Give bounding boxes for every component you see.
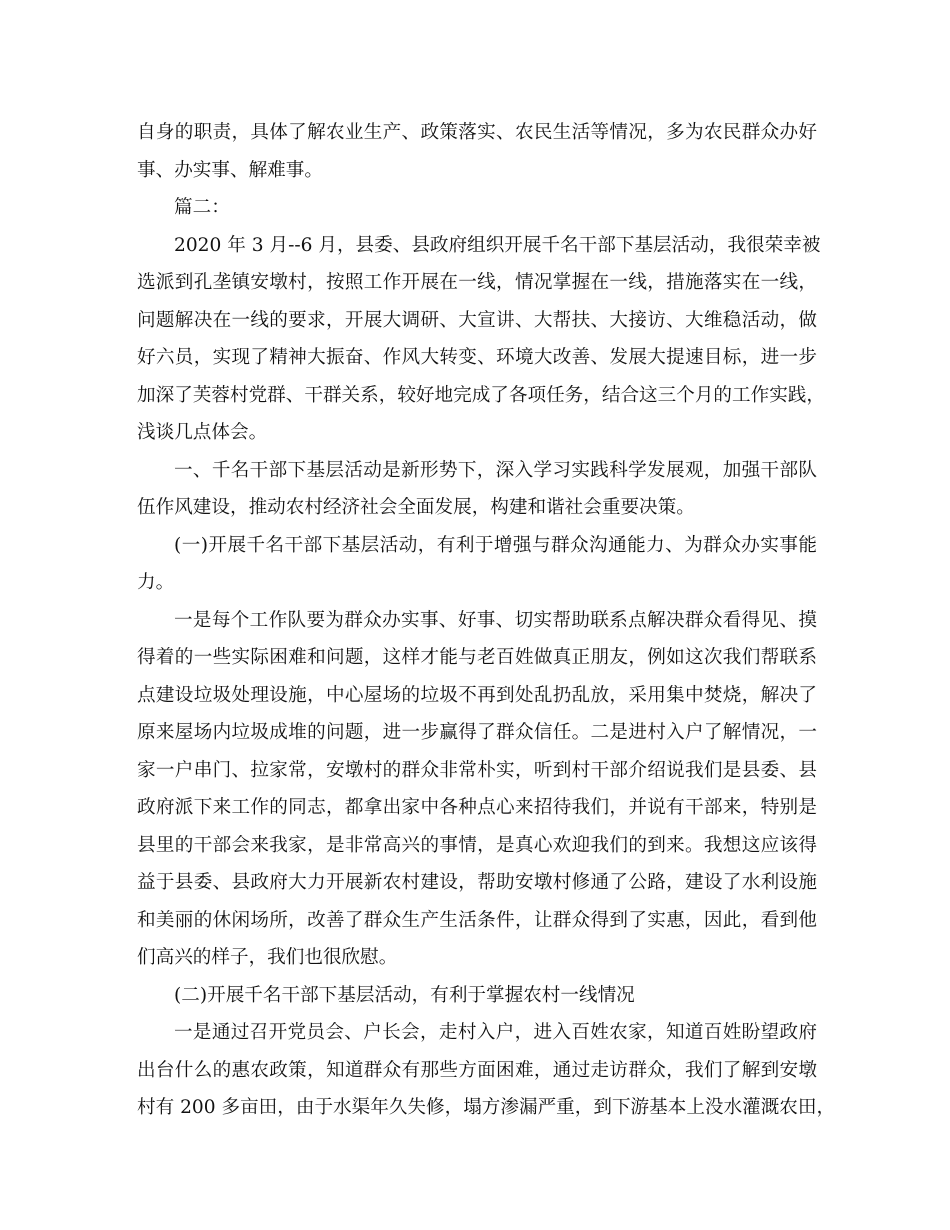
text-line: 县里的干部会来我家，是非常高兴的事情，是真心欢迎我们的到来。我想这应该得 — [137, 834, 817, 856]
text-line: 自身的职责，具体了解农业生产、政策落实、农民生活等情况，多为农民群众办好 — [137, 122, 817, 143]
text-line: 益于县委、县政府大力开展新农村建设，帮助安墩村修通了公路，建设了水利设施 — [137, 872, 817, 893]
text-line: 点建设垃圾处理设施，中心屋场的垃圾不再到处乱扔乱放，采用集中焚烧，解决了 — [137, 684, 817, 706]
text-line: 政府派下来工作的同志，都拿出家中各种点心来招待我们，并说有干部来，特别是 — [137, 797, 817, 818]
text-line: 伍作风建设，推动农村经济社会全面发展，构建和谐社会重要决策。 — [137, 497, 695, 518]
text-line: 们高兴的样子，我们也很欣慰。 — [137, 947, 398, 968]
text-line: 一、千名干部下基层活动是新形势下，深入学习实践科学发展观，加强干部队 — [174, 459, 817, 481]
text-line: 浅谈几点体会。 — [137, 422, 268, 443]
section-heading: 篇二： — [174, 197, 230, 218]
text-line: 好六员，实现了精神大振奋、作风大转变、环境大改善、发展大提速目标，进一步 — [137, 347, 817, 368]
text-line: 问题解决在一线的要求，开展大调研、大宣讲、大帮扶、大接访、大维稳活动，做 — [137, 309, 817, 331]
text-line: 原来屋场内垃圾成堆的问题，进一步赢得了群众信任。二是进村入户了解情况，一 — [137, 722, 817, 743]
text-line: (一)开展千名干部下基层活动，有利于增强与群众沟通能力、为群众办实事能 — [174, 534, 817, 556]
text-line: 2020 年 3 月--6 月，县委、县政府组织开展千名干部下基层活动，我很荣幸被 — [174, 234, 821, 256]
text-line: 家一户串门、拉家常，安墩村的群众非常朴实，听到村干部介绍说我们是县委、县 — [137, 759, 817, 781]
text-line: 村有 200 多亩田，由于水渠年久失修，塌方渗漏严重，到下游基本上没水灌溉农田， — [137, 1097, 836, 1118]
text-line: 一是通过召开党员会、户长会，走村入户，进入百姓农家，知道百姓盼望政府 — [174, 1022, 817, 1043]
text-line: 得着的一些实际困难和问题，这样才能与老百姓做真正朋友，例如这次我们帮联系 — [137, 647, 817, 668]
text-line: 选派到孔垄镇安墩村，按照工作开展在一线，情况掌握在一线，措施落实在一线， — [137, 272, 817, 293]
text-line: 和美丽的休闲场所，改善了群众生产生活条件，让群众得到了实惠，因此，看到他 — [137, 909, 817, 931]
text-line: 出台什么的惠农政策，知道群众有那些方面困难，通过走访群众，我们了解到安墩 — [137, 1059, 817, 1081]
text-line: 事、办实事、解难事。 — [137, 159, 323, 181]
text-line: 一是每个工作队要为群众办实事、好事、切实帮助联系点解决群众看得见、摸 — [174, 609, 817, 631]
text-line: 加深了芙蓉村党群、干群关系，较好地完成了各项任务，结合这三个月的工作实践， — [137, 384, 825, 406]
text-line: (二)开展千名干部下基层活动，有利于掌握农村一线情况 — [174, 984, 635, 1006]
text-line: 力。 — [137, 572, 175, 593]
document-body — [137, 114, 836, 1127]
